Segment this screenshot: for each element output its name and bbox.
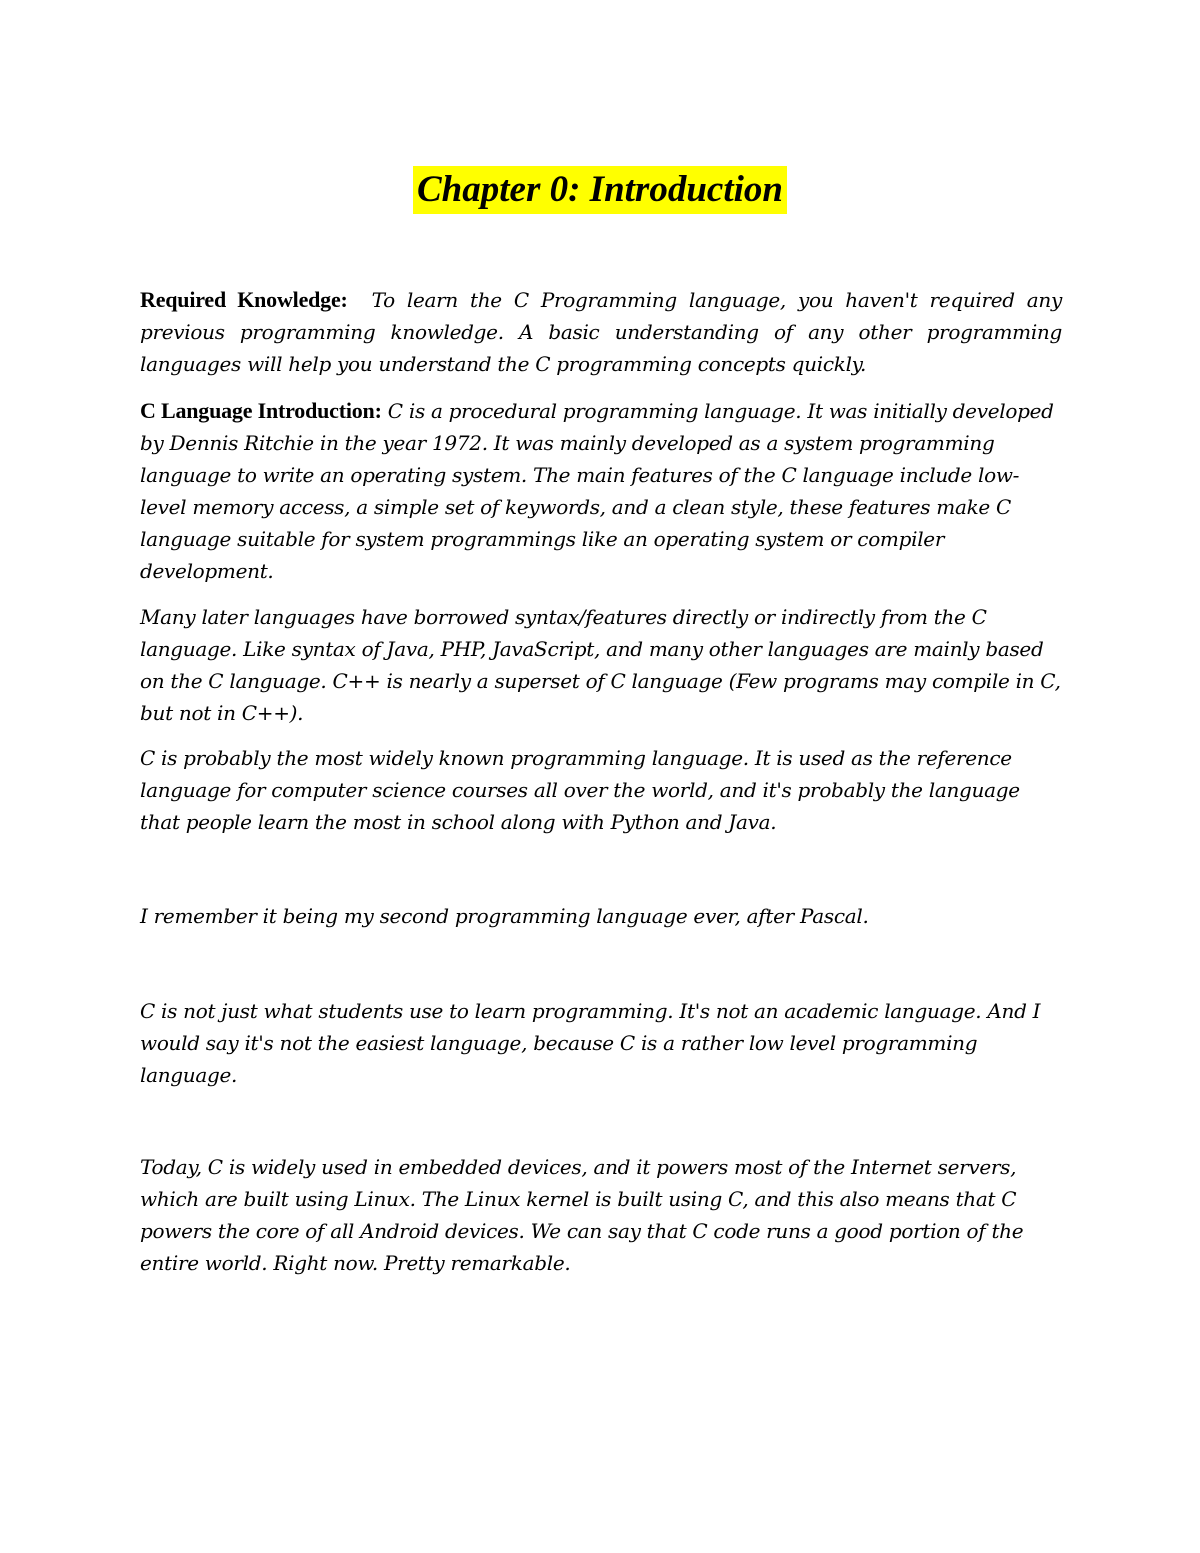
borrowed-syntax-paragraph: Many later languages have borrowed syntax/features directly or indirectly from the C language. Like syntax of Java, PHP, JavaScript, and many other languages are mainly based on the C language. C++ is nearly a superset of C language (Few programs may compile in C, but not in C++). xyxy=(140,605,1061,725)
not-academic-paragraph: C is not just what students use to learn programming. It's not an academic language. And I would say it's not the easiest language, because C is a rather low level programming language. xyxy=(140,999,1041,1087)
today-usage-paragraph: Today, C is widely used in embedded devices, and it powers most of the Internet servers, which are built using Linux. The Linux kernel is built using C, and this also means that C powers the core of all Android devices. We can say that C code runs a good portion of the entire world. Right now. Pretty remarkable. xyxy=(140,1155,1024,1275)
required-knowledge-text: To learn the C Programming language, you haven't required any previous programming knowledge. A basic understanding of any other programming languages will help you understand the C programming concepts quickly. xyxy=(140,288,1062,376)
required-knowledge-paragraph xyxy=(140,284,1062,380)
required-knowledge-label: Required Knowledge: xyxy=(140,287,348,312)
c-language-introduction-paragraph xyxy=(140,395,1062,587)
c-language-introduction-label: C Language Introduction: xyxy=(140,398,382,423)
c-language-introduction-text: C is a procedural programming language. It was initially developed by Dennis Ritchie in the year 1972. It was mainly developed as a system programming language to write an operating system. The main features of the C language include low-level memory access, a simple set of keywords, and a clean style, these features make C language suitable for system programmings like an operating system or compiler development. xyxy=(140,399,1054,583)
page-title: Chapter 0: Introduction xyxy=(413,166,787,214)
second-language-paragraph: I remember it being my second programming language ever, after Pascal. xyxy=(140,904,869,928)
title-container xyxy=(0,166,1200,214)
widely-known-paragraph: C is probably the most widely known programming language. It is used as the reference language for computer science courses all over the world, and it's probably the language that people learn the most in school along with Python and Java. xyxy=(140,746,1020,834)
